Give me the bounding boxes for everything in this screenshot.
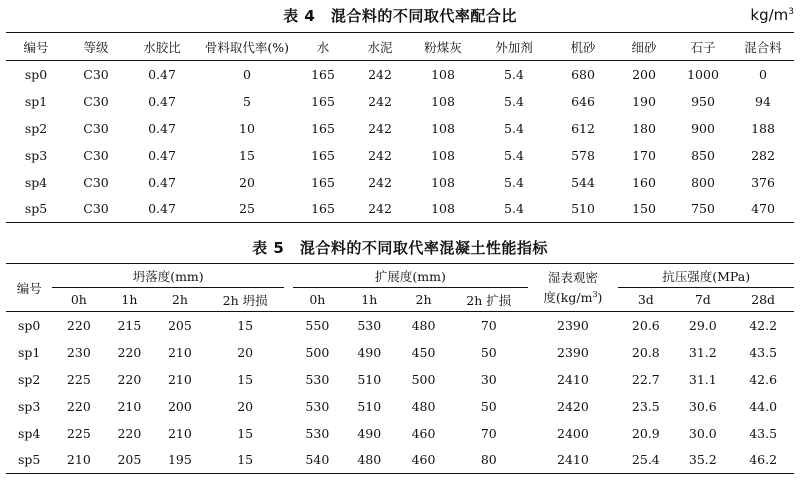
table-cell: 220 [66, 317, 91, 333]
table-cell: 15 [239, 147, 255, 163]
table-cell: sp5 [18, 452, 41, 468]
table4-header-cell: 等级 [83, 39, 109, 55]
table-cell: 80 [480, 452, 497, 468]
table-cell: 160 [632, 174, 656, 190]
table-cell: 242 [368, 147, 392, 163]
table4-header-cell: 细砂 [631, 39, 657, 55]
gap-cell [528, 339, 537, 366]
table-row [6, 61, 794, 88]
table-cell: 490 [357, 425, 382, 441]
gap-cell [284, 393, 293, 420]
table-cell: 242 [368, 93, 392, 109]
gap-cell [609, 312, 618, 339]
table-cell: 70 [480, 317, 497, 333]
header-gap [528, 264, 537, 312]
gap-cell [284, 339, 293, 366]
table-cell: 23.5 [631, 398, 660, 414]
performance-table [6, 263, 794, 474]
table-cell: sp3 [24, 147, 48, 163]
table-cell: 950 [691, 93, 715, 109]
table-cell: 2390 [557, 344, 589, 360]
density-header [537, 264, 609, 312]
table-cell: 30.6 [688, 398, 717, 414]
table-cell: 165 [311, 66, 335, 82]
table-cell: 15 [237, 371, 254, 387]
table5-title: 表 5 混合料的不同取代率混凝土性能指标 [252, 239, 548, 257]
table-cell: 0.47 [148, 120, 176, 136]
table-cell: C30 [83, 201, 109, 217]
table-cell: 42.6 [749, 371, 778, 387]
density-header-exp: 3 [592, 289, 598, 299]
table-cell: 108 [431, 66, 455, 82]
table-cell: 205 [167, 317, 192, 333]
table-cell: 750 [691, 201, 715, 217]
table-cell: 30 [480, 371, 497, 387]
table-row [6, 196, 794, 223]
density-header-line2: 度(kg/m [543, 290, 593, 306]
table-cell: 205 [117, 452, 142, 468]
gap-cell [528, 420, 537, 447]
table4-header-cell: 水泥 [367, 39, 393, 55]
table-cell: 510 [571, 201, 595, 217]
table-cell: 242 [368, 120, 392, 136]
table-cell: 500 [305, 344, 330, 360]
table-cell: 30.0 [688, 425, 717, 441]
table-cell: C30 [83, 66, 109, 82]
table-cell: 470 [751, 201, 775, 217]
table-row [6, 115, 794, 142]
table-cell: 510 [357, 398, 382, 414]
table-row [6, 366, 794, 393]
table-cell: 210 [66, 452, 91, 468]
table-row [6, 169, 794, 196]
table-cell: 530 [305, 398, 330, 414]
table4-header-cell: 编号 [23, 39, 49, 55]
table-cell: C30 [83, 120, 109, 136]
table-cell: 282 [751, 147, 775, 163]
table-cell: 20.6 [631, 317, 660, 333]
table-cell: 2410 [557, 371, 589, 387]
table-cell: sp4 [24, 174, 48, 190]
table-cell: 108 [431, 147, 455, 163]
table4-header-cell: 石子 [690, 39, 716, 55]
table-row [6, 420, 794, 447]
table-cell: sp1 [18, 344, 41, 360]
table-cell: 165 [311, 120, 335, 136]
spread-subheader: 2h 扩损 [466, 292, 512, 308]
table-cell: 200 [632, 66, 656, 82]
table-cell: 530 [357, 317, 382, 333]
table-cell: 0.47 [148, 93, 176, 109]
table-cell: 510 [357, 371, 382, 387]
table-cell: 2420 [557, 398, 589, 414]
table-cell: sp5 [24, 201, 48, 217]
table-cell: 10 [239, 120, 255, 136]
gap-cell [609, 447, 618, 474]
table5-id-header: 编号 [6, 264, 52, 312]
table4-header-row [6, 33, 794, 61]
table-cell: 5 [243, 93, 251, 109]
table4-unit [750, 6, 794, 24]
table-cell: 200 [167, 398, 192, 414]
gap-cell [609, 366, 618, 393]
table-cell: 195 [167, 452, 192, 468]
density-header-line1: 湿表观密 [547, 269, 598, 285]
table-cell: 0 [759, 66, 767, 82]
table-cell: 42.2 [749, 317, 778, 333]
gap-cell [528, 447, 537, 474]
gap-cell [528, 393, 537, 420]
table-cell: 646 [571, 93, 595, 109]
table-cell: sp0 [18, 317, 41, 333]
table-cell: 43.5 [749, 425, 778, 441]
table-cell: 29.0 [688, 317, 717, 333]
table-cell: 35.2 [688, 452, 717, 468]
table5-header-row-1 [6, 264, 794, 288]
spread-subheader: 0h [309, 292, 326, 307]
table5-header-row-2 [6, 288, 794, 312]
spread-subheader: 1h [361, 292, 378, 307]
table-cell: 480 [411, 398, 436, 414]
gap-cell [609, 339, 618, 366]
table-cell: 22.7 [631, 371, 660, 387]
table-cell: 578 [571, 147, 595, 163]
table-cell: 230 [66, 344, 91, 360]
table-cell: 25.4 [631, 452, 660, 468]
table-cell: 25 [239, 201, 255, 217]
table-cell: 2400 [557, 425, 589, 441]
table-cell: 50 [480, 344, 497, 360]
table-cell: sp0 [24, 66, 48, 82]
table4-header-cell: 混合料 [744, 39, 782, 55]
gap-cell [528, 312, 537, 339]
table-cell: 5.4 [504, 120, 524, 136]
table-cell: 15 [237, 317, 254, 333]
table-cell: 70 [480, 425, 497, 441]
table-cell: 500 [411, 371, 436, 387]
table-cell: 150 [632, 201, 656, 217]
table-cell: 900 [691, 120, 715, 136]
table4-title: 表 4 混合料的不同取代率配合比 [283, 7, 517, 25]
table-cell: 165 [311, 201, 335, 217]
table-cell: 1000 [687, 66, 719, 82]
gap-cell [609, 420, 618, 447]
gap-cell [284, 312, 293, 339]
table-cell: 5.4 [504, 66, 524, 82]
slump-group-header: 坍落度(mm) [52, 264, 284, 288]
table-cell: 225 [66, 425, 91, 441]
strength-subheader: 3d [637, 292, 654, 307]
table-cell: sp2 [18, 371, 41, 387]
table-cell: 376 [751, 174, 775, 190]
table-cell: 165 [311, 174, 335, 190]
table-cell: 242 [368, 201, 392, 217]
table-cell: 530 [305, 425, 330, 441]
gap-cell [609, 393, 618, 420]
table-cell: 220 [117, 344, 142, 360]
table-cell: 460 [411, 452, 436, 468]
table-row [6, 88, 794, 115]
table-cell: 490 [357, 344, 382, 360]
strength-subheader: 28d [751, 292, 776, 307]
table-cell: 220 [117, 371, 142, 387]
strength-subheader: 7d [694, 292, 711, 307]
table-cell: 530 [305, 371, 330, 387]
table4-header-cell: 水胶比 [143, 39, 181, 55]
table-cell: 46.2 [749, 452, 778, 468]
table4-header-cell: 粉煤灰 [424, 39, 462, 55]
table-cell: sp2 [24, 120, 48, 136]
table4-header-cell: 水 [316, 39, 330, 55]
table-cell: 5.4 [504, 93, 524, 109]
table-cell: 850 [691, 147, 715, 163]
table-cell: 2390 [557, 317, 589, 333]
table-cell: 20.8 [631, 344, 660, 360]
gap-cell [284, 420, 293, 447]
table-cell: C30 [83, 174, 109, 190]
table-cell: 612 [571, 120, 595, 136]
table-cell: 0 [243, 66, 251, 82]
table-cell: sp4 [18, 425, 41, 441]
table-cell: 20 [237, 344, 254, 360]
table-cell: 210 [167, 344, 192, 360]
table-cell: 680 [571, 66, 595, 82]
mix-proportion-table [6, 32, 794, 223]
table-cell: 220 [66, 398, 91, 414]
table-cell: 190 [632, 93, 656, 109]
table-cell: 2410 [557, 452, 589, 468]
table5-body [6, 312, 794, 474]
table-cell: 0.47 [148, 147, 176, 163]
table-row [6, 393, 794, 420]
table-cell: 480 [357, 452, 382, 468]
table-cell: 165 [311, 93, 335, 109]
table-cell: 242 [368, 66, 392, 82]
slump-subheader: 0h [70, 292, 87, 307]
table-cell: 210 [117, 398, 142, 414]
table-cell: 220 [117, 425, 142, 441]
table-cell: 180 [632, 120, 656, 136]
table-cell: 550 [305, 317, 330, 333]
table-cell: 225 [66, 371, 91, 387]
table-cell: 31.1 [688, 371, 717, 387]
density-header-close: ) [597, 290, 603, 306]
table-cell: 215 [117, 317, 142, 333]
table-cell: 5.4 [504, 147, 524, 163]
table-cell: sp1 [24, 93, 48, 109]
table-cell: 44.0 [749, 398, 778, 414]
table4-unit-base: kg/m [750, 6, 789, 24]
table-cell: sp3 [18, 398, 41, 414]
table-cell: 540 [305, 452, 330, 468]
header-gap [284, 264, 293, 312]
table-cell: 460 [411, 425, 436, 441]
spread-group-header: 扩展度(mm) [293, 264, 527, 288]
table-cell: 43.5 [749, 344, 778, 360]
table-row [6, 339, 794, 366]
table-cell: 108 [431, 174, 455, 190]
table4-header-cell: 外加剂 [495, 39, 533, 55]
table-cell: 0.47 [148, 66, 176, 82]
table4-header-cell: 机砂 [570, 39, 596, 55]
table-cell: 0.47 [148, 201, 176, 217]
table-cell: 210 [167, 371, 192, 387]
table-cell: 165 [311, 147, 335, 163]
gap-cell [528, 366, 537, 393]
table-cell: 450 [411, 344, 436, 360]
table-cell: 800 [691, 174, 715, 190]
table-cell: 94 [755, 93, 771, 109]
slump-subheader: 2h 坍损 [222, 292, 268, 308]
gap-cell [284, 447, 293, 474]
table-row [6, 312, 794, 339]
table-cell: 5.4 [504, 201, 524, 217]
table-cell: 108 [431, 120, 455, 136]
table4-unit-exp: 3 [788, 7, 794, 17]
table-row [6, 447, 794, 474]
table-cell: 0.47 [148, 174, 176, 190]
gap-cell [284, 366, 293, 393]
table-cell: 480 [411, 317, 436, 333]
table-cell: 210 [167, 425, 192, 441]
slump-subheader: 1h [121, 292, 138, 307]
table-cell: 50 [480, 398, 497, 414]
table-row [6, 142, 794, 169]
table-cell: 170 [632, 147, 656, 163]
table-cell: 20 [239, 174, 255, 190]
table-cell: 20 [237, 398, 254, 414]
table-cell: 20.9 [631, 425, 660, 441]
spread-subheader: 2h [415, 292, 432, 307]
table-cell: 15 [237, 452, 254, 468]
table-cell: 108 [431, 93, 455, 109]
table4-body [6, 61, 794, 223]
strength-group-header: 抗压强度(MPa) [618, 264, 794, 288]
table-cell: 188 [751, 120, 775, 136]
header-gap [609, 264, 618, 312]
table-cell: 31.2 [688, 344, 717, 360]
slump-subheader: 2h [171, 292, 188, 307]
table-cell: C30 [83, 147, 109, 163]
table-cell: 544 [571, 174, 595, 190]
table-cell: 15 [237, 425, 254, 441]
table-cell: 5.4 [504, 174, 524, 190]
table4-header-cell: 骨料取代率(%) [204, 39, 290, 55]
table-cell: 108 [431, 201, 455, 217]
table-cell: 242 [368, 174, 392, 190]
table-cell: C30 [83, 93, 109, 109]
